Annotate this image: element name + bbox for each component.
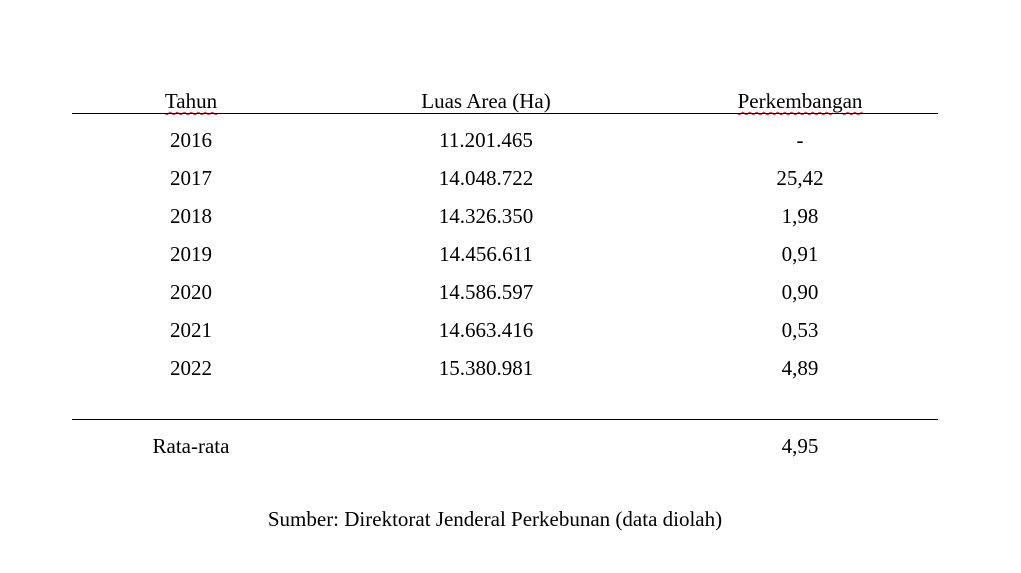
header-tahun — [41, 88, 341, 114]
growth-cell: 1,98 — [781, 204, 819, 228]
growth-cell: 25,42 — [776, 166, 824, 190]
average-value: 4,95 — [781, 434, 819, 458]
year-cell: 2022 — [170, 356, 212, 380]
area-cell: 14.586.597 — [438, 280, 534, 304]
area-cell: 14.663.416 — [438, 318, 534, 342]
header-luas-area-label: Luas Area (Ha) — [421, 89, 551, 113]
growth-cell: 4,89 — [781, 356, 819, 380]
growth-cell: 0,91 — [781, 242, 819, 266]
area-cell: 15.380.981 — [438, 356, 534, 380]
header-luas-area — [336, 88, 636, 114]
header-perkembangan-label: Perkembangan — [737, 89, 863, 113]
header-tahun-label: Tahun — [164, 89, 218, 113]
year-cell: 2018 — [170, 204, 212, 228]
year-cell: 2016 — [170, 128, 212, 152]
year-cell: 2019 — [170, 242, 212, 266]
year-cell: 2020 — [170, 280, 212, 304]
source-note: Sumber: Direktorat Jenderal Perkebunan (data diolah) — [267, 507, 723, 531]
area-cell: 14.326.350 — [438, 204, 534, 228]
year-cell: 2017 — [170, 166, 212, 190]
area-cell: 11.201.465 — [439, 128, 533, 152]
growth-cell: 0,53 — [781, 318, 819, 342]
header-perkembangan — [650, 88, 950, 114]
average-label: Rata-rata — [152, 434, 230, 458]
area-cell: 14.456.611 — [439, 242, 533, 266]
growth-cell: 0,90 — [781, 280, 819, 304]
header-rule — [72, 113, 938, 114]
footer-rule — [72, 419, 938, 420]
year-cell: 2021 — [170, 318, 212, 342]
growth-cell: - — [796, 128, 804, 152]
area-cell: 14.048.722 — [438, 166, 534, 190]
